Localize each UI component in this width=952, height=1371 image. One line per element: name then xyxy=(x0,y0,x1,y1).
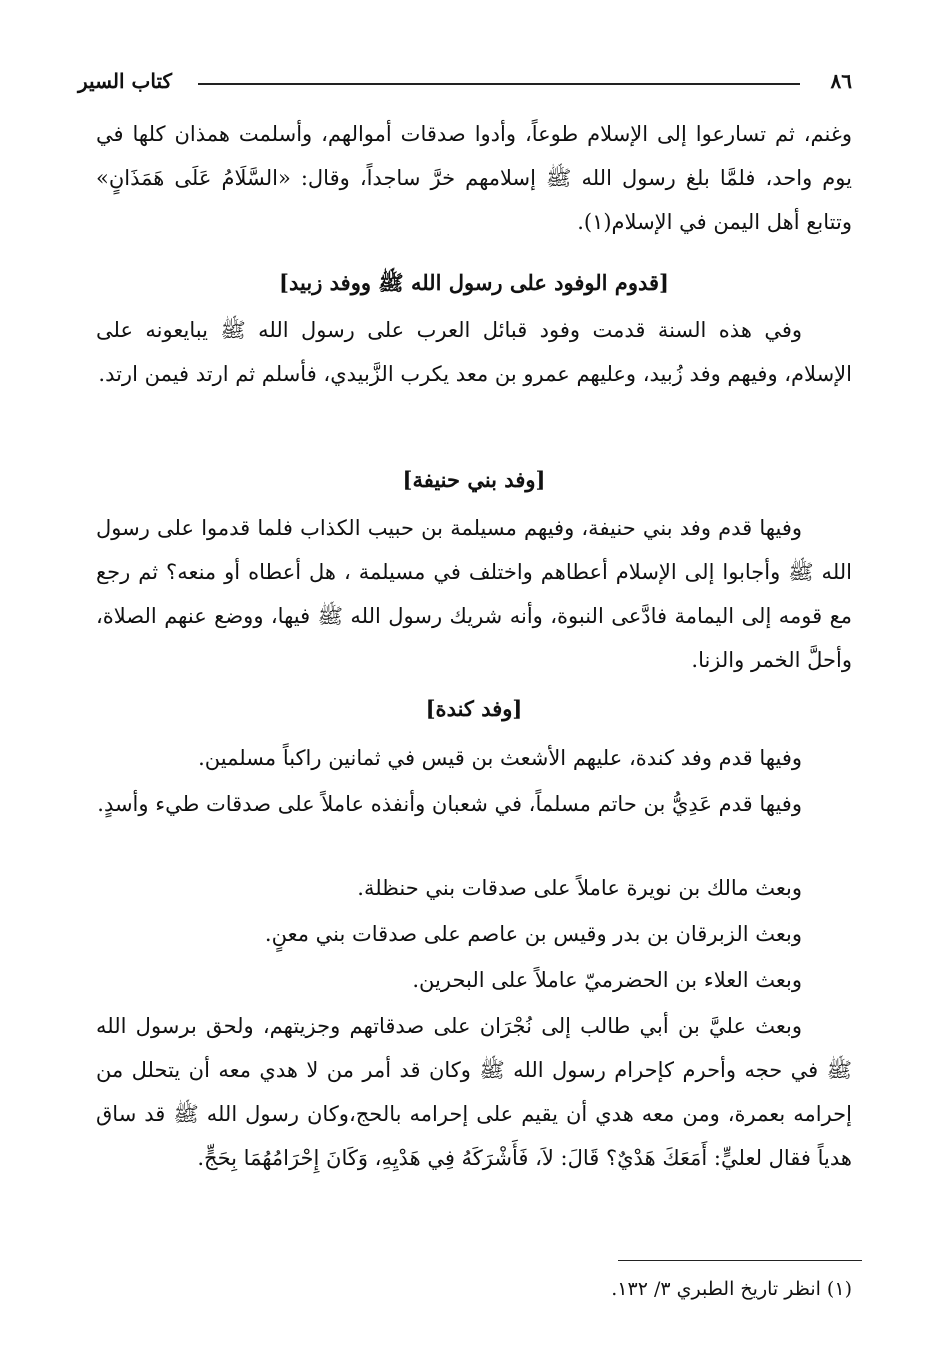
section-heading-delegations: [قدوم الوفود على رسول الله ﷺ ووفد زبيد] xyxy=(279,270,669,295)
paragraph-adi: وفيها قدم عَدِيُّ بن حاتم مسلماً، في شعبان وأنفذه عاملاً على صدقات طيء وأسدٍ. xyxy=(97,792,802,816)
paragraph-banu-hanifa: وفيها قدم وفد بني حنيفة، وفيهم مسيلمة بن حبيب الكذاب فلما قدموا على رسول الله ﷺ وأجابوا إلى الإسلام أعطاهم واختلف في مسيلمة ، هل أعطاه أو منعه؟ ثم رجع مع قومه إلى اليمامة فادَّعى النبوة، وأنه شريك رسول الله ﷺ فيها، ووضع عنهم الصلاة، وأحلَّ الخمر والزنا. xyxy=(96,516,852,672)
page-number: ٨٦ xyxy=(830,69,852,93)
footnote-rule xyxy=(618,1260,862,1261)
paragraph-zubayd: وفي هذه السنة قدمت وفود قبائل العرب على رسول الله ﷺ يبايعونه على الإسلام، وفيهم وفد زُبيد، وعليهم عمرو بن معد يكرب الزَّبيدي، فأسلم ثم ارتد فيمن ارتد. xyxy=(96,318,852,386)
paragraph-ali: وبعث عليَّ بن أبي طالب إلى نُجْرَان على صدقاتهم وجزيتهم، ولحق برسول الله ﷺ في حجه وأحرم كإحرام رسول الله ﷺ وكان قد أمر من لا هدي معه أن يتحلل من إحرامه بعمرة، ومن معه هدي أن يقيم على إحرامه بالحج،وكان رسول الله ﷺ قد ساق هدياً فقال لعليٍّ: أَمَعَكَ هَدْيٌ؟ قَالَ: لاَ، فَأَشْرَكَهُ فِي هَدْيِهِ، وَكَانَ إِحْرَامُهُمَا بِحَجٍّ. xyxy=(96,1014,852,1170)
page-header xyxy=(78,66,852,96)
section-heading-kinda: [وفد كندة] xyxy=(425,696,523,721)
paragraph-kinda: وفيها قدم وفد كندة، عليهم الأشعث بن قيس في ثمانين راكباً مسلمين. xyxy=(198,746,802,770)
running-title: كتاب السير xyxy=(78,69,173,93)
paragraph-malik: وبعث مالك بن نويرة عاملاً على صدقات بني حنظلة. xyxy=(357,876,802,900)
section-heading-banu-hanifa: [وفد بني حنيفة] xyxy=(402,467,546,492)
paragraph-ala: وبعث العلاء بن الحضرميّ عاملاً على البحرين. xyxy=(412,968,802,992)
header-rule xyxy=(198,83,800,85)
paragraph-hamdan: وغنم، ثم تسارعوا إلى الإسلام طوعاً، وأدوا صدقات أموالهم، وأسلمت همذان كلها في يوم واحد، فلمَّا بلغ رسول الله ﷺ إسلامهم خرَّ ساجداً، وقال: «السَّلَامُ عَلَى هَمَذَانٍ» وتتابع أهل اليمن في الإسلام(١). xyxy=(96,122,852,234)
paragraph-zibriqan: وبعث الزبرقان بن بدر وقيس بن عاصم على صدقات بني معنٍ. xyxy=(264,922,802,946)
footnote: (١) انظر تاريخ الطبري ٣/ ١٣٢. xyxy=(611,1278,852,1300)
